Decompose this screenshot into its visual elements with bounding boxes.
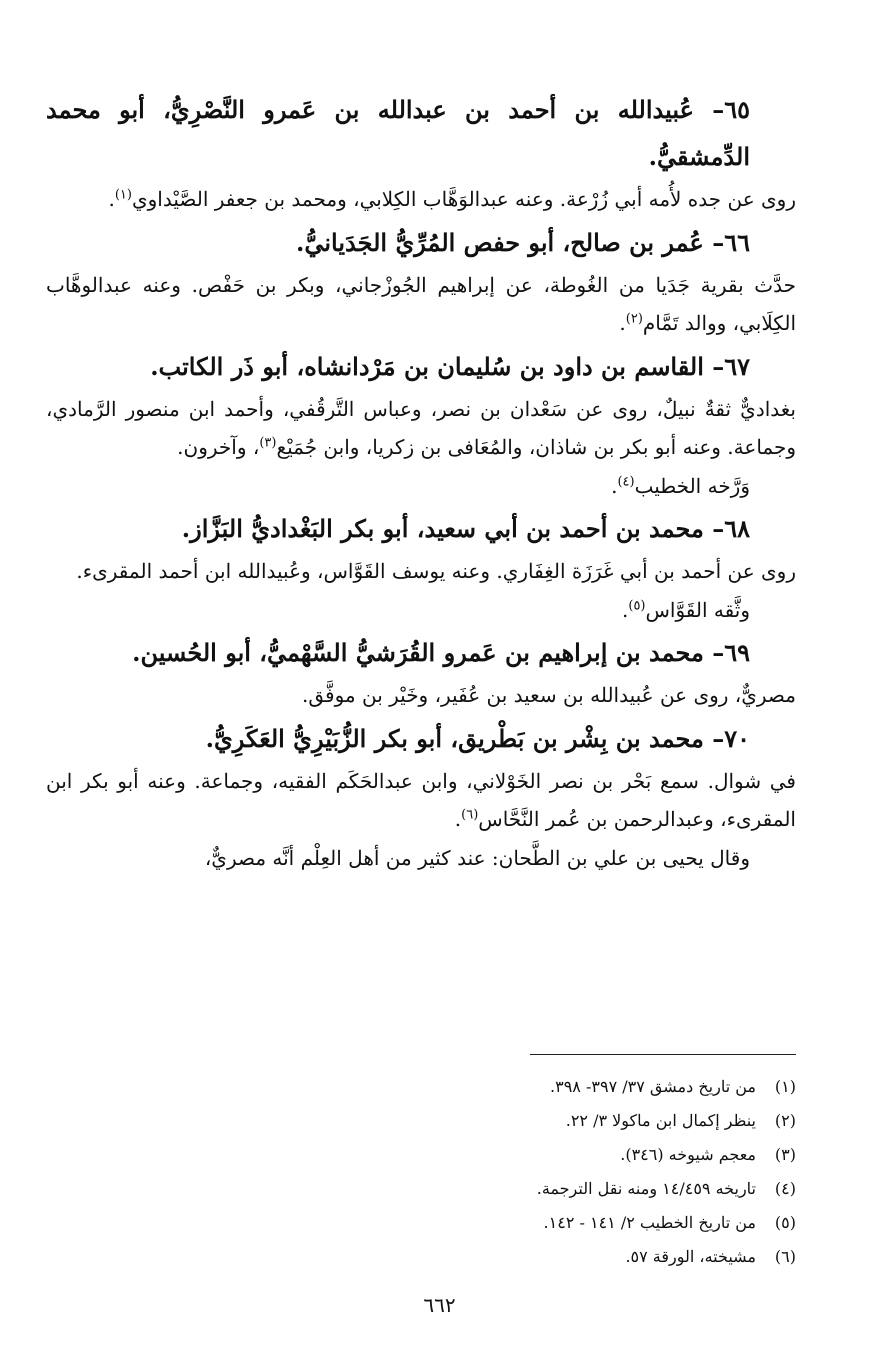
- page-number: ٦٦٢: [423, 1293, 456, 1317]
- entry-67: [46, 343, 796, 506]
- entry-heading: ٦٦– عُمر بن صالح، أبو حفص المُرِّيُّ الجَدَيانيُّ.: [295, 227, 750, 257]
- entry-65: [46, 86, 796, 219]
- entry-paragraph: بغداديٌّ ثقةٌ نبيلٌ، روى عن سَعْدان بن نصر، وعباس التَّرقُفي، وأحمد ابن منصور الرَّمادي، وجماعة. وعنه أبو بكر بن شاذان، والمُعَافى بن زكريا، وابن جُمَيْع$^{(٣)}$، وآخرون.: [46, 396, 796, 459]
- footnote-ref: (٦): [461, 807, 479, 823]
- footnote-divider: [530, 1054, 796, 1055]
- entry-69: [46, 629, 796, 715]
- footnote-ref: (٥): [628, 597, 646, 613]
- footnote-item: (٦)مشيخته، الورقة ٥٧.: [625, 1247, 796, 1266]
- entry-68: [46, 505, 796, 629]
- footnote-ref: (٢): [625, 311, 643, 327]
- entry-heading: ٦٨– محمد بن أحمد بن أبي سعيد، أبو بكر البَغْداديُّ البَزَّاز.: [181, 514, 750, 543]
- footnotes: [300, 1070, 796, 1274]
- entry-heading: ٧٠– محمد بن بِشْر بن بَطْريق، أبو بكر الزُّبَيْرِيُّ العَكَرِيُّ.: [205, 723, 750, 753]
- entry-paragraph: وَرَّخه الخطيب$^{(٤)}$.: [611, 473, 750, 498]
- footnote-item: (٢)ينظر إكمال ابن ماكولا ٣/ ٢٢.: [565, 1111, 796, 1130]
- main-text: [46, 86, 796, 877]
- entry-heading: ٦٩– محمد بن إبراهيم بن عَمرو القُرَشيُّ السَّهْميُّ، أبو الحُسين.: [132, 638, 750, 667]
- entry-paragraph: في شوال. سمع بَحْر بن نصر الخَوْلاني، وابن عبدالحَكَم الفقيه، وجماعة. وعنه أبو بكر ابن المقرىء، وعبدالرحمن بن عُمر النَّحَّاس$^{(٦)}$.: [46, 768, 796, 831]
- entry-70: [46, 715, 796, 878]
- entry-paragraph: مصريٌّ، روى عن عُبيدالله بن سعيد بن عُفَير، وخَيْر بن موفَّق.: [301, 683, 796, 707]
- entry-paragraph: حدَّث بقرية جَدَيا من الغُوطة، عن إبراهيم الجُوزْجاني، وبكر بن حَفْص. وعنه عبدالوهَّاب الكِلَابي، ووالد تَمَّام$^{(٢)}$.: [46, 272, 796, 335]
- entry-paragraph: روى عن جده لأُمه أبي زُرْعة. وعنه عبدالوَهَّاب الكِلابي، ومحمد بن جعفر الصَّيْداوي$^{(١)}$.: [108, 187, 796, 211]
- footnote-ref: (١): [114, 187, 132, 203]
- entry-66: [46, 219, 796, 343]
- footnote-item: (٤)تاريخه ١٤/٤٥٩ ومنه نقل الترجمة.: [536, 1179, 796, 1198]
- footnote-item: (٥)من تاريخ الخطيب ٢/ ١٤١ - ١٤٢.: [543, 1213, 796, 1232]
- entry-paragraph: وقال يحيى بن علي بن الطَّحان: عند كثير من أهل العِلْم أنَّه مصريٌّ،: [204, 845, 750, 870]
- footnote-ref: (٣): [259, 435, 277, 451]
- footnote-item: (٣)معجم شيوخه (٣٤٦).: [620, 1145, 796, 1164]
- entry-paragraph: روى عن أحمد بن أبي غَرَزَة الغِفَاري. وعنه يوسف القَوَّاس، وعُبيدالله ابن أحمد المقرىء.: [76, 559, 796, 583]
- footnote-ref: (٤): [617, 473, 635, 489]
- entry-heading: ٦٧– القاسم بن داود بن سُليمان بن مَرْدانشاه، أبو ذَر الكاتب.: [150, 351, 750, 381]
- footnote-item: (١)من تاريخ دمشق ٣٧/ ٣٩٧- ٣٩٨.: [550, 1077, 796, 1096]
- entry-paragraph: وثَّقه القَوَّاس$^{(٥)}$.: [622, 597, 750, 622]
- entry-heading: ٦٥– عُبيدالله بن أحمد بن عبدالله بن عَمرو النَّصْرِيُّ، أبو محمد الدِّمشقيُّ.: [46, 95, 750, 171]
